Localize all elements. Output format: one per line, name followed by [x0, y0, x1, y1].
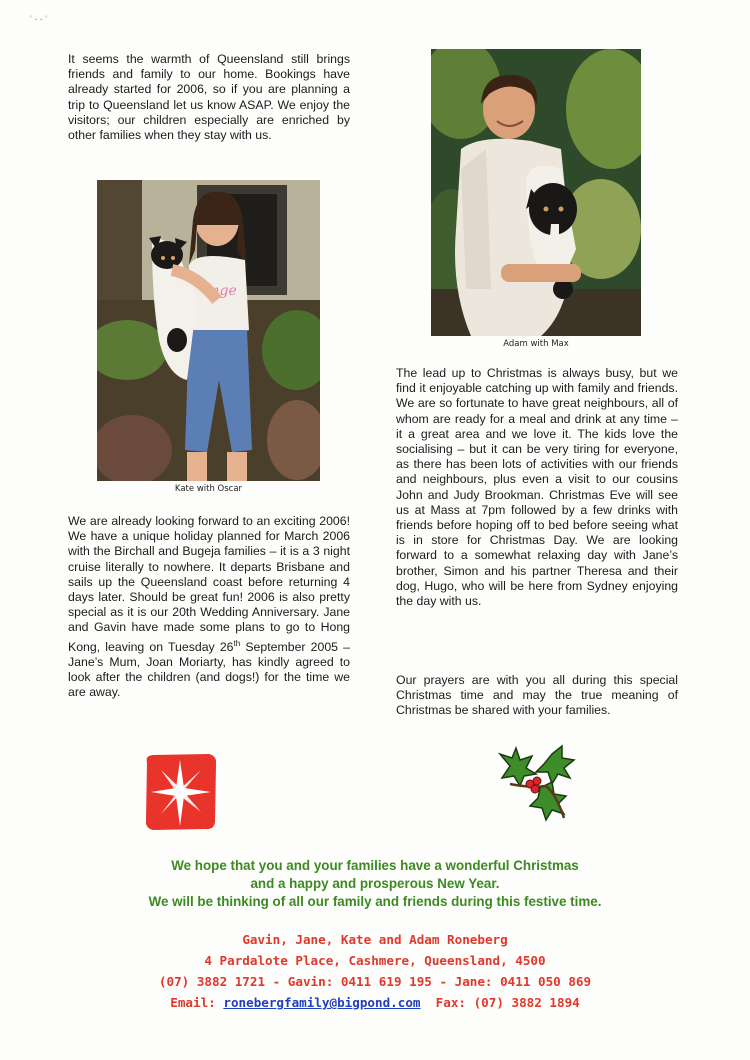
- holiday-text-part1: We are already looking forward to an exciting 2006! We have a unique holiday planned for March 2006 with the Birchall and Bugeja families – it is a 3 night cruise literally to nowhere. It departs Brisbane and sails up the Queensland coast before returning 4 days later. Should be great fun! 2006 is also pretty special as it is our 20th Wedding Anniversary. Jane and Gavin have made some plans to go to Hong Kong, leaving on Tuesday 26: [68, 514, 350, 654]
- contact-email-fax-line: [100, 992, 650, 1013]
- holiday-text-part2: September 2005 – Jane’s Mum, Joan Moriarty, has kindly agreed to look after the children (and dogs!) for the time we are away.: [68, 639, 350, 700]
- date-ordinal: th: [233, 638, 241, 648]
- adam-caption: Adam with Max: [503, 339, 569, 349]
- christmas-paragraph: The lead up to Christmas is always busy, but we find it enjoyable catching up with family and friends. We are so fortunate to have great neighbours, all of whom are ready for a meal and drink at any time – it a great area and we love it. The kids love the socialising – but it can be very tiring for everyone, as there has been lots of activities with our friends and neighbours, plus even a visit to our cousins John and Judy Brookman. Christmas Eve will see us at Mass at 7pm followed by a few drinks with friends before hoping off to bed before seeing what is in store for Christmas Day. We are looking forward to a somewhat relaxing day with Jane’s brother, Simon and his partner Theresa and their dog, Hugo, who will be here from Sydney enjoying the day with us.: [396, 366, 678, 609]
- closing-message: [60, 857, 690, 911]
- prayers-paragraph: Our prayers are with you all during this special Christmas time and may the true meaning of Christmas be shared with your families.: [396, 673, 678, 718]
- svg-text:Inge: Inge: [205, 283, 237, 299]
- email-link[interactable]: ronebergfamily@bigpond.com: [223, 995, 421, 1010]
- fax-number: Fax: (07) 3882 1894: [435, 995, 580, 1010]
- contact-phones: (07) 3882 1721 - Gavin: 0411 619 195 - Jane: 0411 050 869: [158, 974, 592, 989]
- contact-names: Gavin, Jane, Kate and Adam Roneberg: [242, 932, 508, 947]
- star-ornament-icon: [141, 752, 219, 832]
- kate-caption: Kate with Oscar: [174, 484, 243, 494]
- adam-photo: [431, 49, 641, 336]
- closing-line-2: and a happy and prosperous New Year.: [250, 876, 500, 891]
- holly-icon: [490, 744, 576, 824]
- intro-paragraph: It seems the warmth of Queensland still brings friends and family to our home. Bookings have already started for 2006, so if you are planning a trip to Queensland let us know ASAP. We enjoy the visitors; our children especially are enriched by other families when they stay with us.: [68, 52, 350, 143]
- contact-address: 4 Pardalote Place, Cashmere, Queensland, 4500: [204, 953, 546, 968]
- kate-photo: [97, 180, 320, 481]
- contact-block: [100, 929, 650, 1013]
- closing-line-1: We hope that you and your families have a wonderful Christmas: [171, 858, 579, 873]
- closing-line-3: We will be thinking of all our family and friends during this festive time.: [148, 894, 602, 909]
- scan-artifact: ' - - ': [30, 14, 47, 24]
- holiday-paragraph: [68, 514, 350, 701]
- email-label: Email:: [170, 995, 216, 1010]
